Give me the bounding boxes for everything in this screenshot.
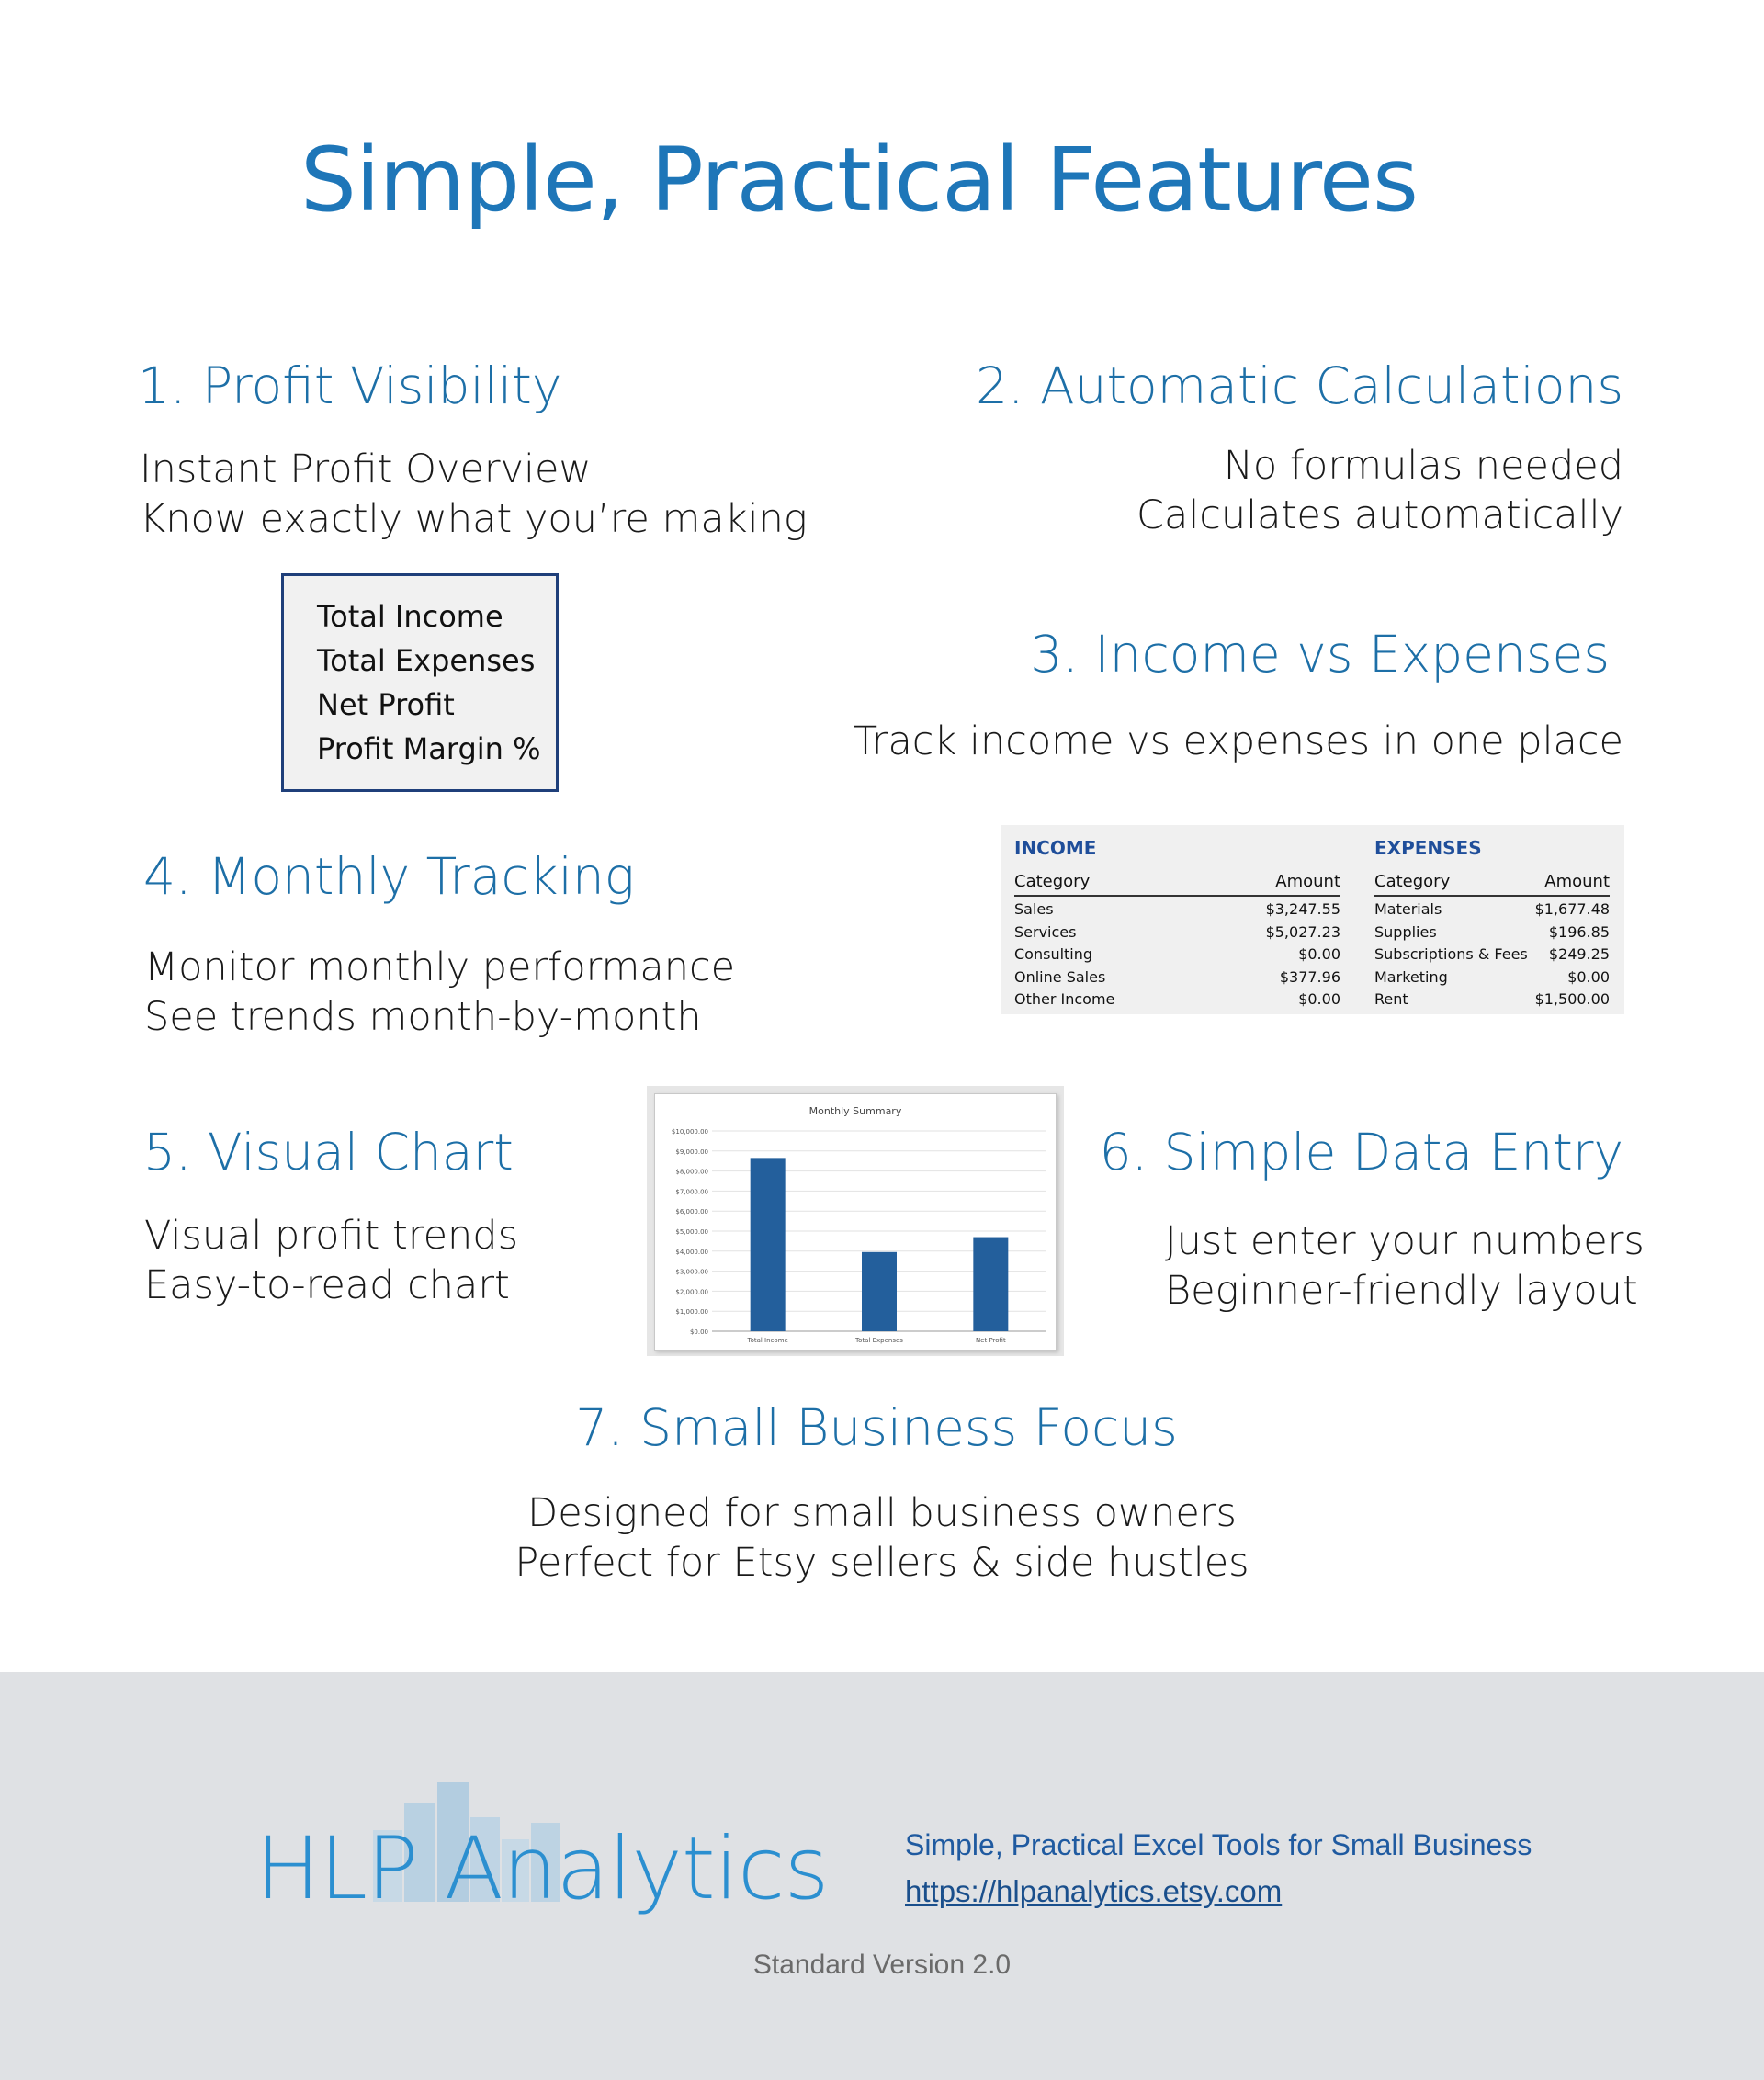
feature-4-line-1: Monitor monthly performance (144, 944, 736, 990)
profit-metrics-box (281, 573, 559, 792)
expenses-col-category: Category (1374, 872, 1451, 891)
chart-area (654, 1093, 1057, 1351)
y-tick-label: $7,000.00 (675, 1188, 708, 1196)
income-header-row (1014, 869, 1340, 897)
feature-2-heading: 2. Automatic Calculations (976, 356, 1623, 415)
feature-6-heading: 6. Simple Data Entry (1099, 1123, 1623, 1181)
table-row (1014, 944, 1340, 967)
table-row (1014, 921, 1340, 944)
feature-7-heading: 7. Small Business Focus (575, 1398, 1178, 1457)
cell-amount: $1,677.48 (1534, 900, 1610, 918)
table-row (1374, 921, 1610, 944)
cell-category: Materials (1374, 900, 1442, 918)
feature-7-text (0, 1488, 1764, 1588)
y-tick-label: $4,000.00 (675, 1248, 708, 1256)
cell-category: Consulting (1014, 945, 1093, 963)
metric-profit-margin: Profit Margin % (317, 731, 541, 766)
cell-amount: $249.25 (1548, 945, 1610, 963)
cell-amount: $196.85 (1548, 922, 1610, 941)
cell-category: Online Sales (1014, 967, 1106, 986)
feature-1-text (140, 445, 808, 544)
y-tick-label: $9,000.00 (675, 1147, 708, 1156)
feature-4-line-2: See trends month-by-month (144, 994, 702, 1040)
logo-text: HLP Analytics (255, 1819, 829, 1919)
income-col-amount: Amount (1275, 872, 1340, 891)
y-tick-label: $1,000.00 (675, 1308, 708, 1317)
table-row (1374, 944, 1610, 967)
chart-svg (655, 1094, 1056, 1350)
table-row (1014, 899, 1340, 921)
income-column (1014, 832, 1340, 1012)
feature-1-heading: 1. Profit Visibility (138, 356, 562, 415)
y-tick-label: $5,000.00 (675, 1228, 708, 1236)
feature-4-heading: 4. Monthly Tracking (143, 847, 635, 906)
cell-category: Other Income (1014, 990, 1115, 1008)
cell-amount: $1,500.00 (1534, 990, 1610, 1008)
etsy-shop-link[interactable]: https://hlpanalytics.etsy.com (905, 1874, 1283, 1908)
feature-6-line-2: Beginner-friendly layout (1165, 1268, 1638, 1314)
metric-total-income: Total Income (317, 599, 503, 634)
metric-net-profit: Net Profit (317, 687, 455, 722)
expenses-column (1374, 832, 1610, 1012)
income-expenses-table (1001, 825, 1624, 1014)
income-col-category: Category (1014, 872, 1091, 891)
feature-3-line-1: Track income vs expenses in one place (853, 718, 1623, 764)
feature-6-text (1165, 1216, 1645, 1316)
cell-category: Supplies (1374, 922, 1437, 941)
feature-2-line-1: No formulas needed (1223, 443, 1623, 489)
feature-7-line-2: Perfect for Etsy sellers & side hustles (514, 1540, 1250, 1586)
monthly-summary-chart (647, 1086, 1064, 1356)
expenses-title: EXPENSES (1374, 837, 1482, 859)
chart-bar (862, 1252, 897, 1331)
chart-bar (751, 1158, 786, 1331)
y-tick-label: $3,000.00 (675, 1268, 708, 1276)
metric-total-expenses: Total Expenses (317, 643, 536, 678)
income-title: INCOME (1014, 837, 1097, 859)
x-tick-label: Net Profit (975, 1337, 1006, 1344)
cell-category: Services (1014, 922, 1077, 941)
feature-1-line-1: Instant Profit Overview (140, 447, 592, 492)
y-tick-label: $0.00 (689, 1328, 708, 1336)
chart-title: Monthly Summary (808, 1105, 902, 1117)
page-title: Simple, Practical Features (300, 129, 1418, 232)
cell-category: Marketing (1374, 967, 1448, 986)
cell-category: Subscriptions & Fees (1374, 945, 1528, 963)
cell-amount: $0.00 (1298, 990, 1340, 1008)
y-tick-label: $6,000.00 (675, 1208, 708, 1216)
cell-amount: $3,247.55 (1265, 900, 1340, 918)
feature-5-heading: 5. Visual Chart (143, 1123, 514, 1181)
expenses-col-amount: Amount (1544, 872, 1610, 891)
y-tick-label: $8,000.00 (675, 1168, 708, 1176)
feature-7-line-1: Designed for small business owners (527, 1490, 1237, 1536)
feature-6-line-1: Just enter your numbers (1165, 1218, 1645, 1264)
feature-5-line-1: Visual profit trends (144, 1213, 518, 1259)
chart-bar (973, 1238, 1008, 1331)
feature-5-text (144, 1211, 518, 1310)
cell-amount: $5,027.23 (1265, 922, 1340, 941)
feature-3-text (854, 717, 1623, 766)
version-label: Standard Version 2.0 (752, 1950, 1012, 1980)
table-row (1374, 899, 1610, 921)
footer (0, 1672, 1764, 2080)
cell-amount: $377.96 (1279, 967, 1340, 986)
cell-category: Sales (1014, 900, 1054, 918)
feature-3-heading: 3. Income vs Expenses (1030, 625, 1610, 684)
cell-amount: $0.00 (1298, 945, 1340, 963)
table-row (1014, 989, 1340, 1012)
feature-4-text (144, 943, 735, 1042)
table-row (1374, 967, 1610, 989)
tagline: Simple, Practical Excel Tools for Small Business (905, 1828, 1532, 1861)
feature-5-line-2: Easy-to-read chart (144, 1262, 510, 1308)
x-tick-label: Total Income (747, 1337, 788, 1344)
table-row (1374, 989, 1610, 1012)
feature-2-line-2: Calculates automatically (1136, 492, 1623, 538)
cell-amount: $0.00 (1567, 967, 1610, 986)
x-tick-label: Total Expenses (855, 1337, 903, 1344)
table-row (1014, 967, 1340, 989)
feature-1-line-2: Know exactly what you’re making (140, 496, 808, 542)
y-tick-label: $10,000.00 (671, 1128, 708, 1136)
y-tick-label: $2,000.00 (675, 1288, 708, 1296)
expenses-header-row (1374, 869, 1610, 897)
cell-category: Rent (1374, 990, 1408, 1008)
feature-2-text (1136, 441, 1623, 540)
